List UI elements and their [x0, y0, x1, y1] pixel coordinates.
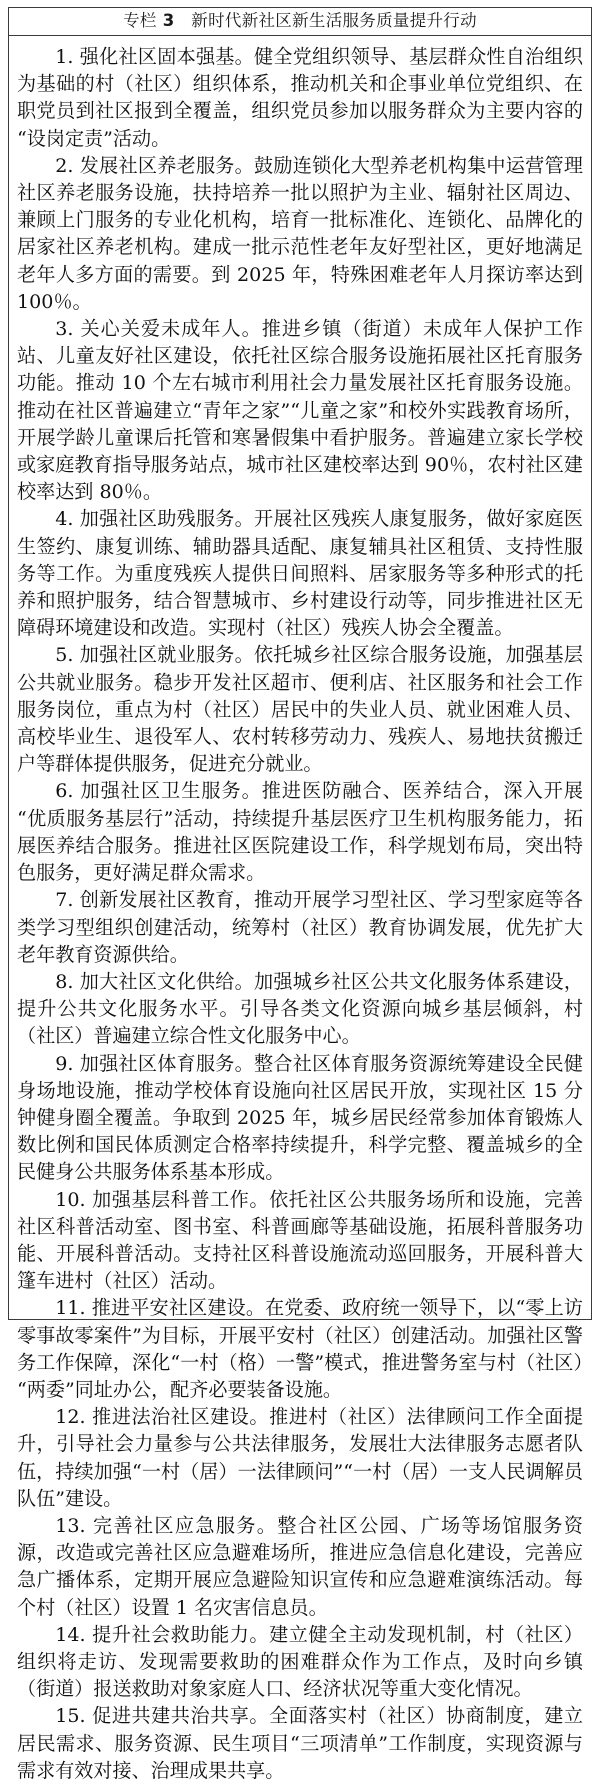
page-title: 专栏 3 新时代新社区新生活服务质量提升行动	[123, 10, 477, 30]
list-item: 14. 提升社会救助能力。建立健全主动发现机制，村（社区）组织将走访、发现需要救助的困难群众作为工作点，及时向乡镇（街道）报送救助对象家庭人口、经济状况等重大变化情况。	[17, 1622, 583, 1701]
list-item: 3. 关心关爱未成年人。推进乡镇（街道）未成年人保护工作站、儿童友好社区建设，依托社区综合服务设施拓展社区托育服务功能。推动 10 个左右城市利用社会力量发展社区托育服务设施。推动在社区普遍建立“青年之家”“儿童之家”和校外实践教育场所，开展学龄儿童课后托管和寒暑假集中看护服务。普遍建立家长学校或家庭教育指导服务站点，城市社区建校率达到 90％，农村社区建校率达到 80％。	[17, 317, 583, 504]
list-item: 4. 加强社区助残服务。开展社区残疾人康复服务，做好家庭医生签约、康复训练、辅助器具适配、康复辅具社区租赁、支持性服务等工作。为重度残疾人提供日间照料、居家服务等多种形式的托养和照护服务，结合智慧城市、乡村建设行动等，同步推进社区无障碍环境建设和改造。实现村（社区）残疾人协会全覆盖。	[17, 507, 583, 640]
box-body	[9, 36, 591, 1784]
list-item: 8. 加大社区文化供给。加强城乡社区公共文化服务体系建设，提升公共文化服务水平。引导各类文化资源向城乡基层倾斜，村（社区）普遍建立综合性文化服务中心。	[17, 969, 583, 1048]
list-item: 7. 创新发展社区教育，推动开展学习型社区、学习型家庭等各类学习型组织创建活动，统筹村（社区）教育协调发展，优先扩大老年教育资源供给。	[17, 888, 583, 966]
box-title-band	[9, 8, 591, 36]
list-item: 6. 加强社区卫生服务。推进医防融合、医养结合，深入开展“优质服务基层行”活动，持续提升基层医疗卫生机构服务能力，拓展医养结合服务。推进社区医院建设工作，科学规划布局，突出特色服务，更好满足群众需求。	[17, 779, 583, 885]
list-item: 15. 促进共建共治共享。全面落实村（社区）协商制度，建立居民需求、服务资源、民生项目“三项清单”工作制度，实现资源与需求有效对接、治理成果共享。	[17, 1704, 583, 1782]
list-item: 10. 加强基层科普工作。依托社区公共服务场所和设施，完善社区科普活动室、图书室、科普画廊等基础设施，拓展科普服务功能、开展科普活动。支持社区科普设施流动巡回服务，开展科普大篷车进村（社区）活动。	[17, 1187, 583, 1293]
list-item: 12. 推进法治社区建设。推进村（社区）法律顾问工作全面提升，引导社会力量参与公共法律服务，发展壮大法律服务志愿者队伍，持续加强“一村（居）一法律顾问”“一村（居）一支人民调解员队伍”建设。	[17, 1405, 583, 1510]
list-item: 9. 加强社区体育服务。整合社区体育服务资源统筹建设全民健身场地设施，推动学校体育设施向社区居民开放，实现社区 15 分钟健身圈全覆盖。争取到 2025 年，城乡居民经常参加体育锻炼人数比例和国民体质测定合格率持续提升，科学完整、覆盖城乡的全民健身公共服务体系基本形成。	[17, 1051, 583, 1184]
list-item: 1. 强化社区固本强基。健全党组织领导、基层群众性自治组织为基础的村（社区）组织体系，推动机关和企事业单位党组织、在职党员到社区报到全覆盖，组织党员参加以服务群众为主要内容的“设岗定责”活动。	[17, 45, 583, 150]
list-item: 13. 完善社区应急服务。整合社区公园、广场等场馆服务资源，改造或完善社区应急避难场所，推进应急信息化建设，完善应急广播体系，定期开展应急避险知识宣传和应急避难演练活动。每个村（社区）设置 1 名灾害信息员。	[17, 1513, 583, 1619]
list-item: 5. 加强社区就业服务。依托城乡社区综合服务设施，加强基层公共就业服务。稳步开发社区超市、便利店、社区服务和社会工作服务岗位，重点为村（社区）居民中的失业人员、就业困难人员、高校毕业生、退役军人、农村转移劳动力、残疾人、易地扶贫搬迁户等群体提供服务，促进充分就业。	[17, 643, 583, 776]
list-item: 2. 发展社区养老服务。鼓励连锁化大型养老机构集中运营管理社区养老服务设施，扶持培养一批以照护为主业、辐射社区周边、兼顾上门服务的专业化机构，培育一批标准化、连锁化、品牌化的居家社区养老机构。建成一批示范性老年友好型社区，更好地满足老年人多方面的需要。到 2025 年，特殊困难老年人月探访率达到 100％。	[17, 153, 583, 313]
list-item: 11. 推进平安社区建设。在党委、政府统一领导下，以“零上访零事故零案件”为目标，开展平安村（社区）创建活动。加强社区警务工作保障，深化“一村（格）一警”模式，推进警务室与村（社区）“两委”同址办公，配齐必要装备设施。	[17, 1296, 583, 1401]
feature-box	[8, 7, 592, 1782]
